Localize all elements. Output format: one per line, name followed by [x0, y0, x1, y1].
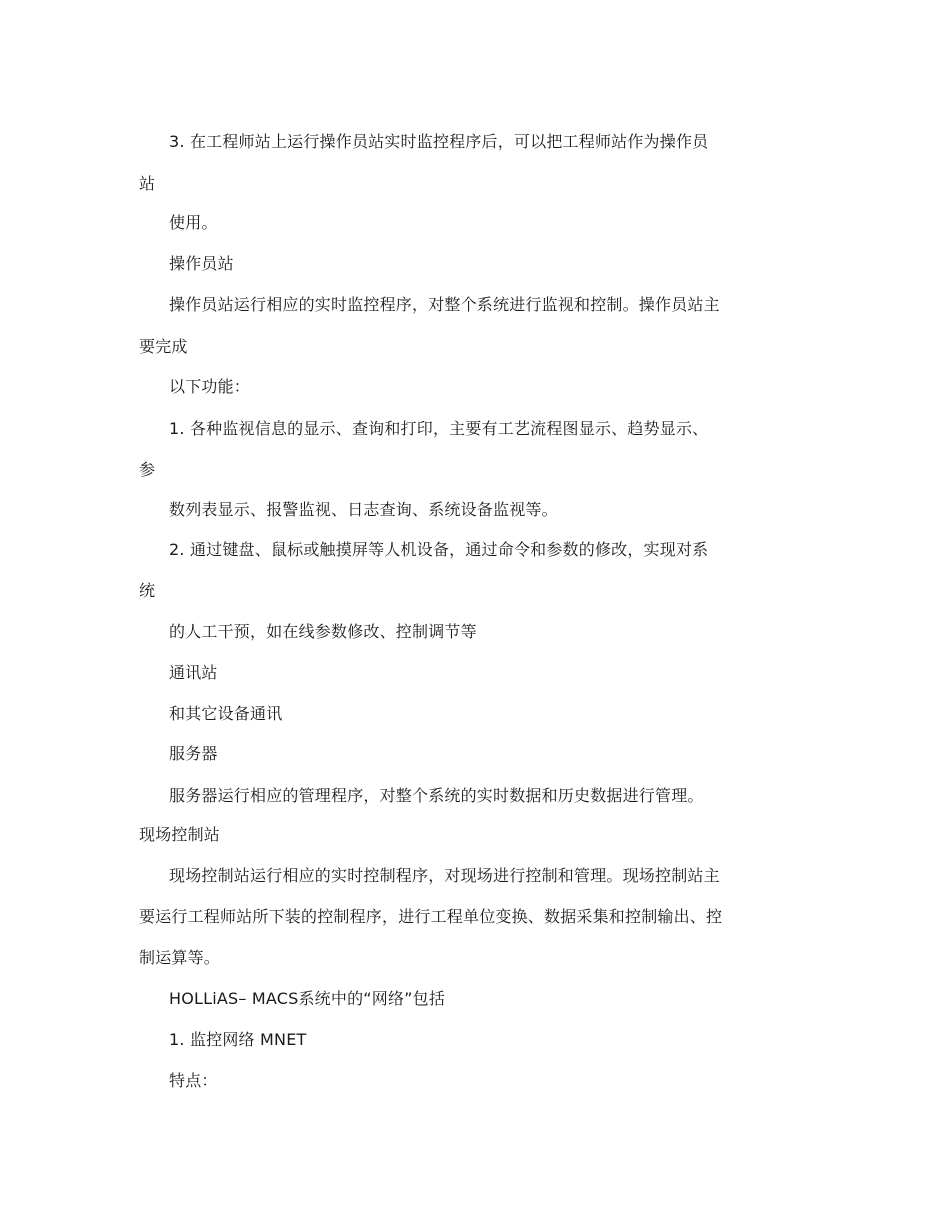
section-heading: 现场控制站 [139, 825, 221, 844]
text-line: 统 [139, 581, 156, 600]
text-line: 操作员站运行相应的实时监控程序，对整个系统进行监视和控制。操作员站主 [169, 295, 720, 314]
text-line: 要运行工程师站所下装的控制程序，进行工程单位变换、数据采集和控制输出、控 [139, 907, 723, 926]
text-line: 的人工干预，如在线参数修改、控制调节等 [169, 622, 477, 641]
text-line: HOLLiAS– MACS系统中的“网络”包括 [169, 989, 446, 1008]
section-heading: 操作员站 [169, 254, 234, 273]
text-line: 制运算等。 [139, 948, 221, 967]
section-heading: 服务器 [169, 744, 218, 763]
text-line: 和其它设备通讯 [169, 704, 283, 723]
text-line: 要完成 [139, 337, 188, 356]
text-line: 以下功能： [169, 377, 251, 396]
text-line: 站 [139, 174, 156, 193]
text-line: 特点： [169, 1071, 218, 1090]
section-heading: 通讯站 [169, 663, 218, 682]
text-line: 参 [139, 460, 156, 479]
list-item: 2. 通过键盘、鼠标或触摸屏等人机设备，通过命令和参数的修改，实现对系 [169, 540, 709, 559]
list-item: 1. 监控网络 MNET [169, 1030, 307, 1049]
text-line: 3. 在工程师站上运行操作员站实时监控程序后，可以把工程师站作为操作员 [169, 132, 709, 151]
text-line: 现场控制站运行相应的实时控制程序，对现场进行控制和管理。现场控制站主 [169, 866, 720, 885]
text-line: 服务器运行相应的管理程序，对整个系统的实时数据和历史数据进行管理。 [169, 786, 704, 805]
list-item: 1. 各种监视信息的显示、查询和打印，主要有工艺流程图显示、趋势显示、 [169, 419, 709, 438]
text-line: 使用。 [169, 213, 218, 232]
text-line: 数列表显示、报警监视、日志查询、系统设备监视等。 [169, 500, 558, 519]
